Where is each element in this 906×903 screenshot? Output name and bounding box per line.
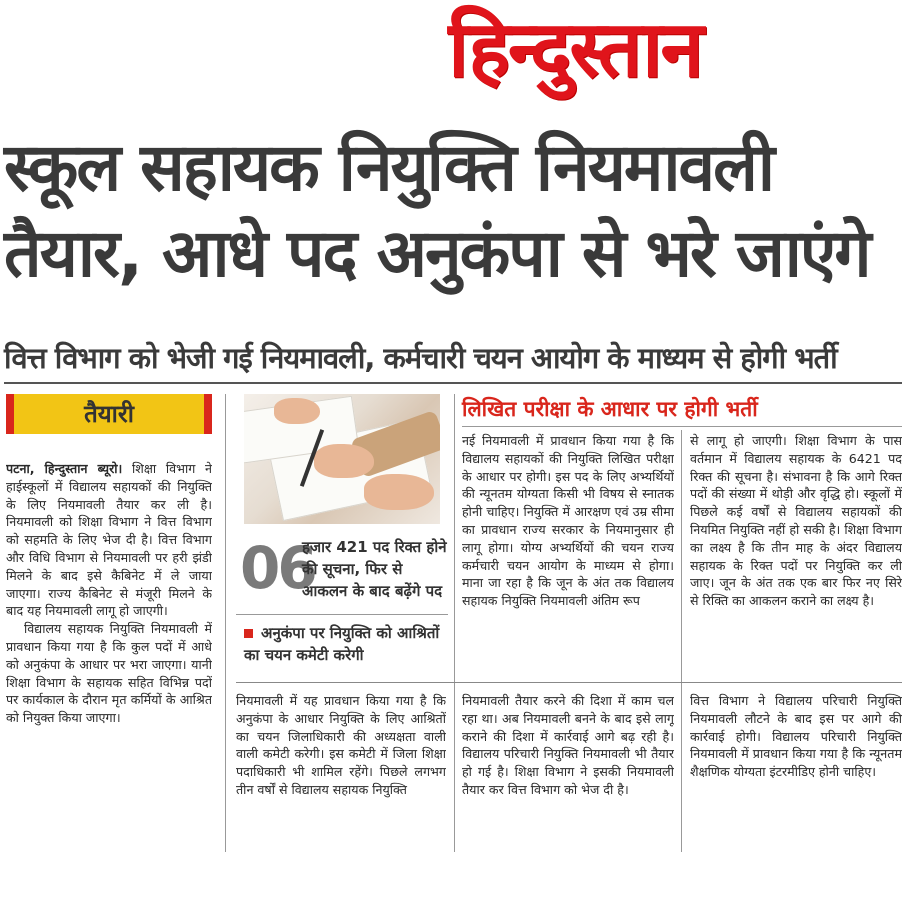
section-heading-rule bbox=[462, 426, 902, 427]
column-4-bottom: वित्त विभाग ने विद्यालय परिचारी नियुक्ति नियमावली लौटने के बाद इस पर आगे की कार्रवाई होगी। विद्यालय परिचारी नियुक्ति नियमावली में प्रावधान किया गया है कि न्यूनतम शैक्षणिक योग्यता इंटरमीडिए होनी चाहिए। bbox=[690, 693, 902, 780]
column-3-top: नई नियमावली में प्रावधान किया गया है कि विद्यालय सहायकों की नियुक्ति लिखित परीक्षा के आधार पर होगी। इस पद के लिए अभ्यर्थियों की न्यूनतम योग्यता किसी भी विषय से स्नातक होनी चाहिए। नियुक्ति में आरक्षण एवं उम्र सीमा का प्रावधान राज्य सरकार के नियमानुसार ही लागू होगा। योग्य अभ्यर्थियों की चयन राज्य कर्मचारी चयन आयोग के माध्यम से होगा। माना जा रहा है कि जून के अंत तक विद्यालय सहायक नियुक्ति नियमावली अंतिम रूप bbox=[462, 433, 674, 609]
column-divider-2 bbox=[454, 394, 455, 852]
top-divider bbox=[4, 382, 902, 384]
highlight-divider bbox=[236, 614, 448, 615]
column-1-para-2: विद्यालय सहायक नियुक्ति नियमावली में प्रावधान किया गया है कि कुल पदों में आधे को अनुकंपा के आधार पर भरा जाएगा। यानी शिक्षा विभाग के सहायक सहित विभिन्न पदों पर कार्यकाल के दौरान मृत कर्मियों के आश्रित को नियुक्त किया जाएगा। bbox=[6, 621, 212, 726]
column-1-para-1: पटना, हिन्दुस्तान ब्यूरो। शिक्षा विभाग ने हाईस्कूलों में विद्यालय सहायकों की नियुक्ति के लिए नियमावली तैयार कर ली है। नियमावली को शिक्षा विभाग ने वित्त विभाग को सहमति के लिए भेज दी है। वित्त विभाग और विधि विभाग से नियमावली पर हरी झंडी मिलने के बाद इसे कैबिनेट में ले जाया जाएगा। राज्य कैबिनेट से मंजूरी मिलने के बाद यह नियमावली लागू हो जाएगी। bbox=[6, 461, 212, 619]
column-3-bottom: नियमावली तैयार करने की दिशा में काम चल रहा था। अब नियमावली बनने के बाद इसे लागू कराने की दिशा में कार्रवाई आगे बढ़ रही है। विद्यालय परिचारी नियुक्ति नियमावली भी तैयार हो गई है। शिक्षा विभाग ने इसकी नियमावली तैयार कर वित्त विभाग को भेज दी है। bbox=[462, 693, 674, 797]
headline-line-2: तैयार, आधे पद अनुकंपा से भरे जाएंगे bbox=[4, 215, 870, 292]
column-divider-3 bbox=[681, 430, 682, 852]
subheadline: वित्त विभाग को भेजी गई नियमावली, कर्मचारी चयन आयोग के माध्यम से होगी भर्ती bbox=[4, 341, 837, 375]
highlight-number: 06 bbox=[240, 534, 315, 602]
column-divider-1 bbox=[225, 394, 226, 852]
column-4-top: से लागू हो जाएगी। शिक्षा विभाग के पास वर्तमान में विद्यालय सहायक के 6421 पद रिक्त की सूचना है। संभावना है कि आगे रिक्त पदों की संख्या में थोड़ी और वृद्धि हो। स्कूलों में पिछले कई वर्षों से विद्यालय सहायकों की नियमित नियुक्ति नहीं हो सकी है। शिक्षा विभाग का लक्ष्य है कि तीन माह के अंदर विद्यालय सहायक के रिक्त पदों पर नियुक्ति कर ली जाए। जून के अंत तक एक बार फिर नए सिरे से रिक्ति का आकलन कराने का लक्ष्य है। bbox=[690, 433, 902, 609]
headline-line-1: स्कूल सहायक नियुक्ति नियमावली bbox=[4, 129, 773, 206]
headline bbox=[4, 125, 904, 297]
exam-photo bbox=[244, 394, 440, 524]
highlight-note: अनुकंपा पर नियुक्ति को आश्रितों का चयन कमेटी करेगी bbox=[244, 624, 440, 664]
lower-divider bbox=[236, 682, 902, 683]
highlight-stat: हजार 421 पद रिक्त होने की सूचना, फिर से आकलन के बाद बढ़ेंगे पद bbox=[302, 538, 447, 600]
section-heading: लिखित परीक्षा के आधार पर होगी भर्ती bbox=[462, 397, 758, 421]
column-1 bbox=[6, 460, 212, 852]
dateline: पटना, हिन्दुस्तान ब्यूरो। bbox=[6, 461, 123, 476]
column-2-bottom: नियमावली में यह प्रावधान किया गया है कि अनुकंपा के आधार नियुक्ति के लिए आश्रितों का चयन जिलाधिकारी की अध्यक्षता वाली वाली कमेटी करेगी। इस कमेटी में जिला शिक्षा पदाधिकारी भी शामिल रहेंगे। पिछले लगभग तीन वर्षों से विद्यालय सहायक नियुक्ति bbox=[236, 693, 446, 797]
section-tag: तैयारी bbox=[6, 394, 212, 434]
masthead-logo: हिन्दुस्तान bbox=[448, 4, 702, 95]
bullet-square-icon bbox=[244, 629, 253, 638]
